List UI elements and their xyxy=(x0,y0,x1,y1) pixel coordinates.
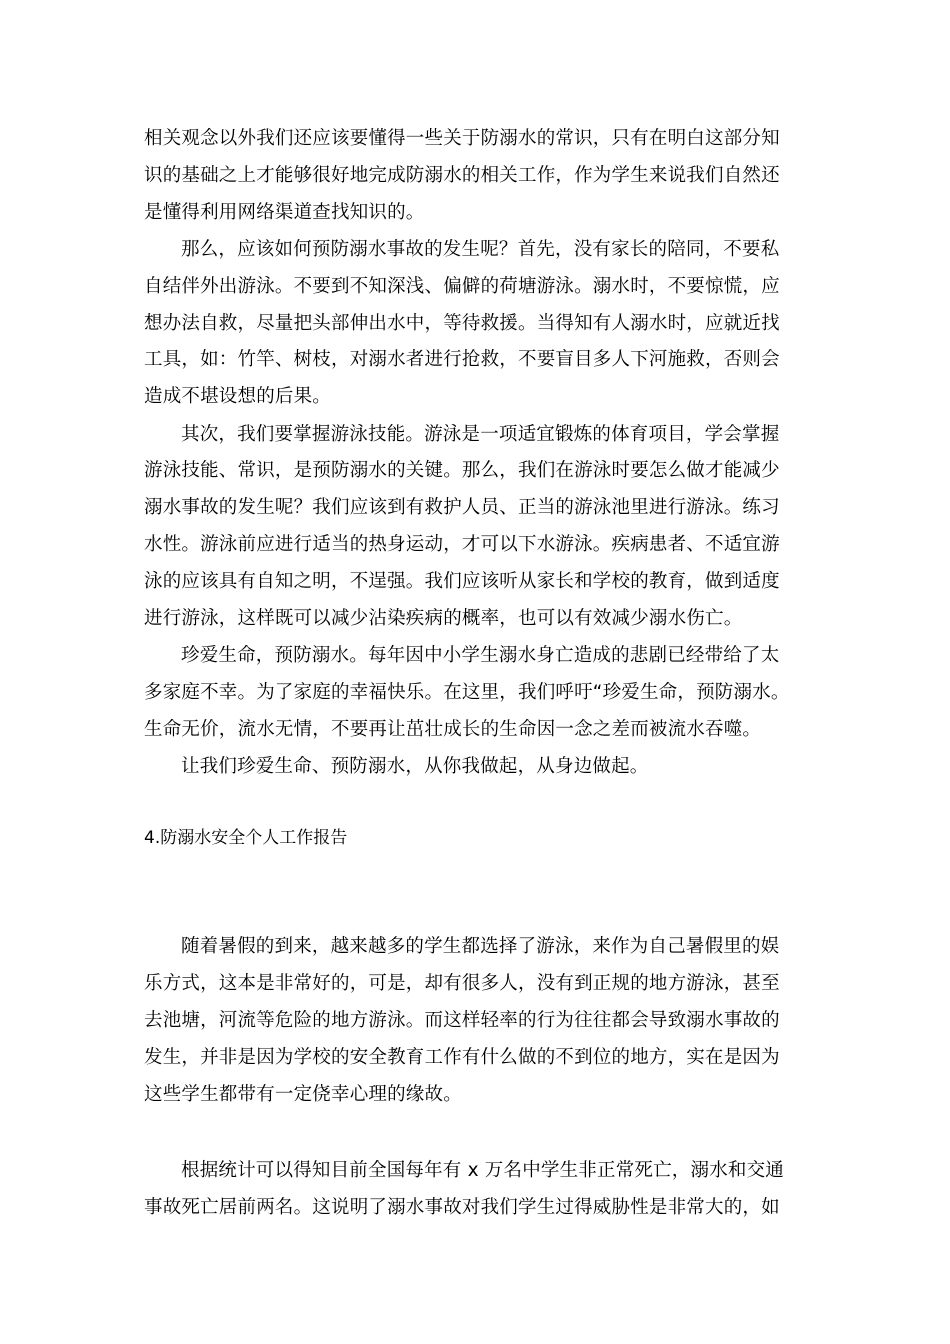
text-line: 造成不堪设想的后果。 xyxy=(144,386,332,407)
text-line: 那么，应该如何预防溺水事故的发生呢？首先，没有家长的陪同，不要私 xyxy=(181,239,780,260)
text-line: 识的基础之上才能够很好地完成防溺水的相关工作，作为学生来说我们自然还 xyxy=(144,165,780,186)
text-line: 乐方式，这本是非常好的，可是，却有很多人，没有到正规的地方游泳，甚至 xyxy=(144,973,780,994)
text-line: 相关观念以外我们还应该要懂得一些关于防溺水的常识，只有在明白这部分知 xyxy=(144,128,780,149)
section-heading: 4.防溺水安全个人工作报告 xyxy=(144,828,348,848)
text-line: 溺水事故的发生呢？我们应该到有救护人员、正当的游泳池里进行游泳。练习 xyxy=(144,497,780,518)
text-line: 工具，如：竹竿、树枝，对溺水者进行抢救，不要盲目多人下河施救，否则会 xyxy=(144,349,780,370)
text-line: 事故死亡居前两名。这说明了溺水事故对我们学生过得威胁性是非常大的，如 xyxy=(144,1197,780,1218)
text-line: 想办法自救，尽量把头部伸出水中，等待救援。当得知有人溺水时，应就近找 xyxy=(144,313,780,334)
text-line: 自结伴外出游泳。不要到不知深浅、偏僻的荷塘游泳。溺水时，不要惊慌，应 xyxy=(144,276,780,297)
text-line: 发生，并非是因为学校的安全教育工作有什么做的不到位的地方，实在是因为 xyxy=(144,1047,780,1068)
text-line: 随着暑假的到来，越来越多的学生都选择了游泳，来作为自己暑假里的娱 xyxy=(181,936,780,957)
text-line: 这些学生都带有一定侥幸心理的缘故。 xyxy=(144,1084,462,1105)
text-line: 泳的应该具有自知之明，不逞强。我们应该听从家长和学校的教育，做到适度 xyxy=(144,571,780,592)
text-line: 其次，我们要掌握游泳技能。游泳是一项适宜锻炼的体育项目，学会掌握 xyxy=(181,424,780,445)
text-line: 游泳技能、常识，是预防溺水的关键。那么，我们在游泳时要怎么做才能减少 xyxy=(144,460,780,481)
text-line: 生命无价，流水无情，不要再让茁壮成长的生命因一念之差而被流水吞噬。 xyxy=(144,719,762,740)
text-line: 去池塘，河流等危险的地方游泳。而这样轻率的行为往往都会导致溺水事故的 xyxy=(144,1010,780,1031)
text-line: 进行游泳，这样既可以减少沾染疾病的概率，也可以有效减少溺水伤亡。 xyxy=(144,608,743,629)
text-line: 珍爱生命，预防溺水。每年因中小学生溺水身亡造成的悲剧已经带给了太 xyxy=(181,645,780,666)
text-line: 多家庭不幸。为了家庭的幸福快乐。在这里，我们呼吁“珍爱生命，预防溺水。 xyxy=(144,682,790,703)
text-line: 水性。游泳前应进行适当的热身运动，才可以下水游泳。疾病患者、不适宜游 xyxy=(144,534,780,555)
text-line: 根据统计可以得知目前全国每年有 x 万名中学生非正常死亡，溺水和交通 xyxy=(181,1160,785,1181)
text-line: 是懂得利用网络渠道查找知识的。 xyxy=(144,202,425,223)
text-line: 让我们珍爱生命、预防溺水，从你我做起，从身边做起。 xyxy=(181,756,649,777)
